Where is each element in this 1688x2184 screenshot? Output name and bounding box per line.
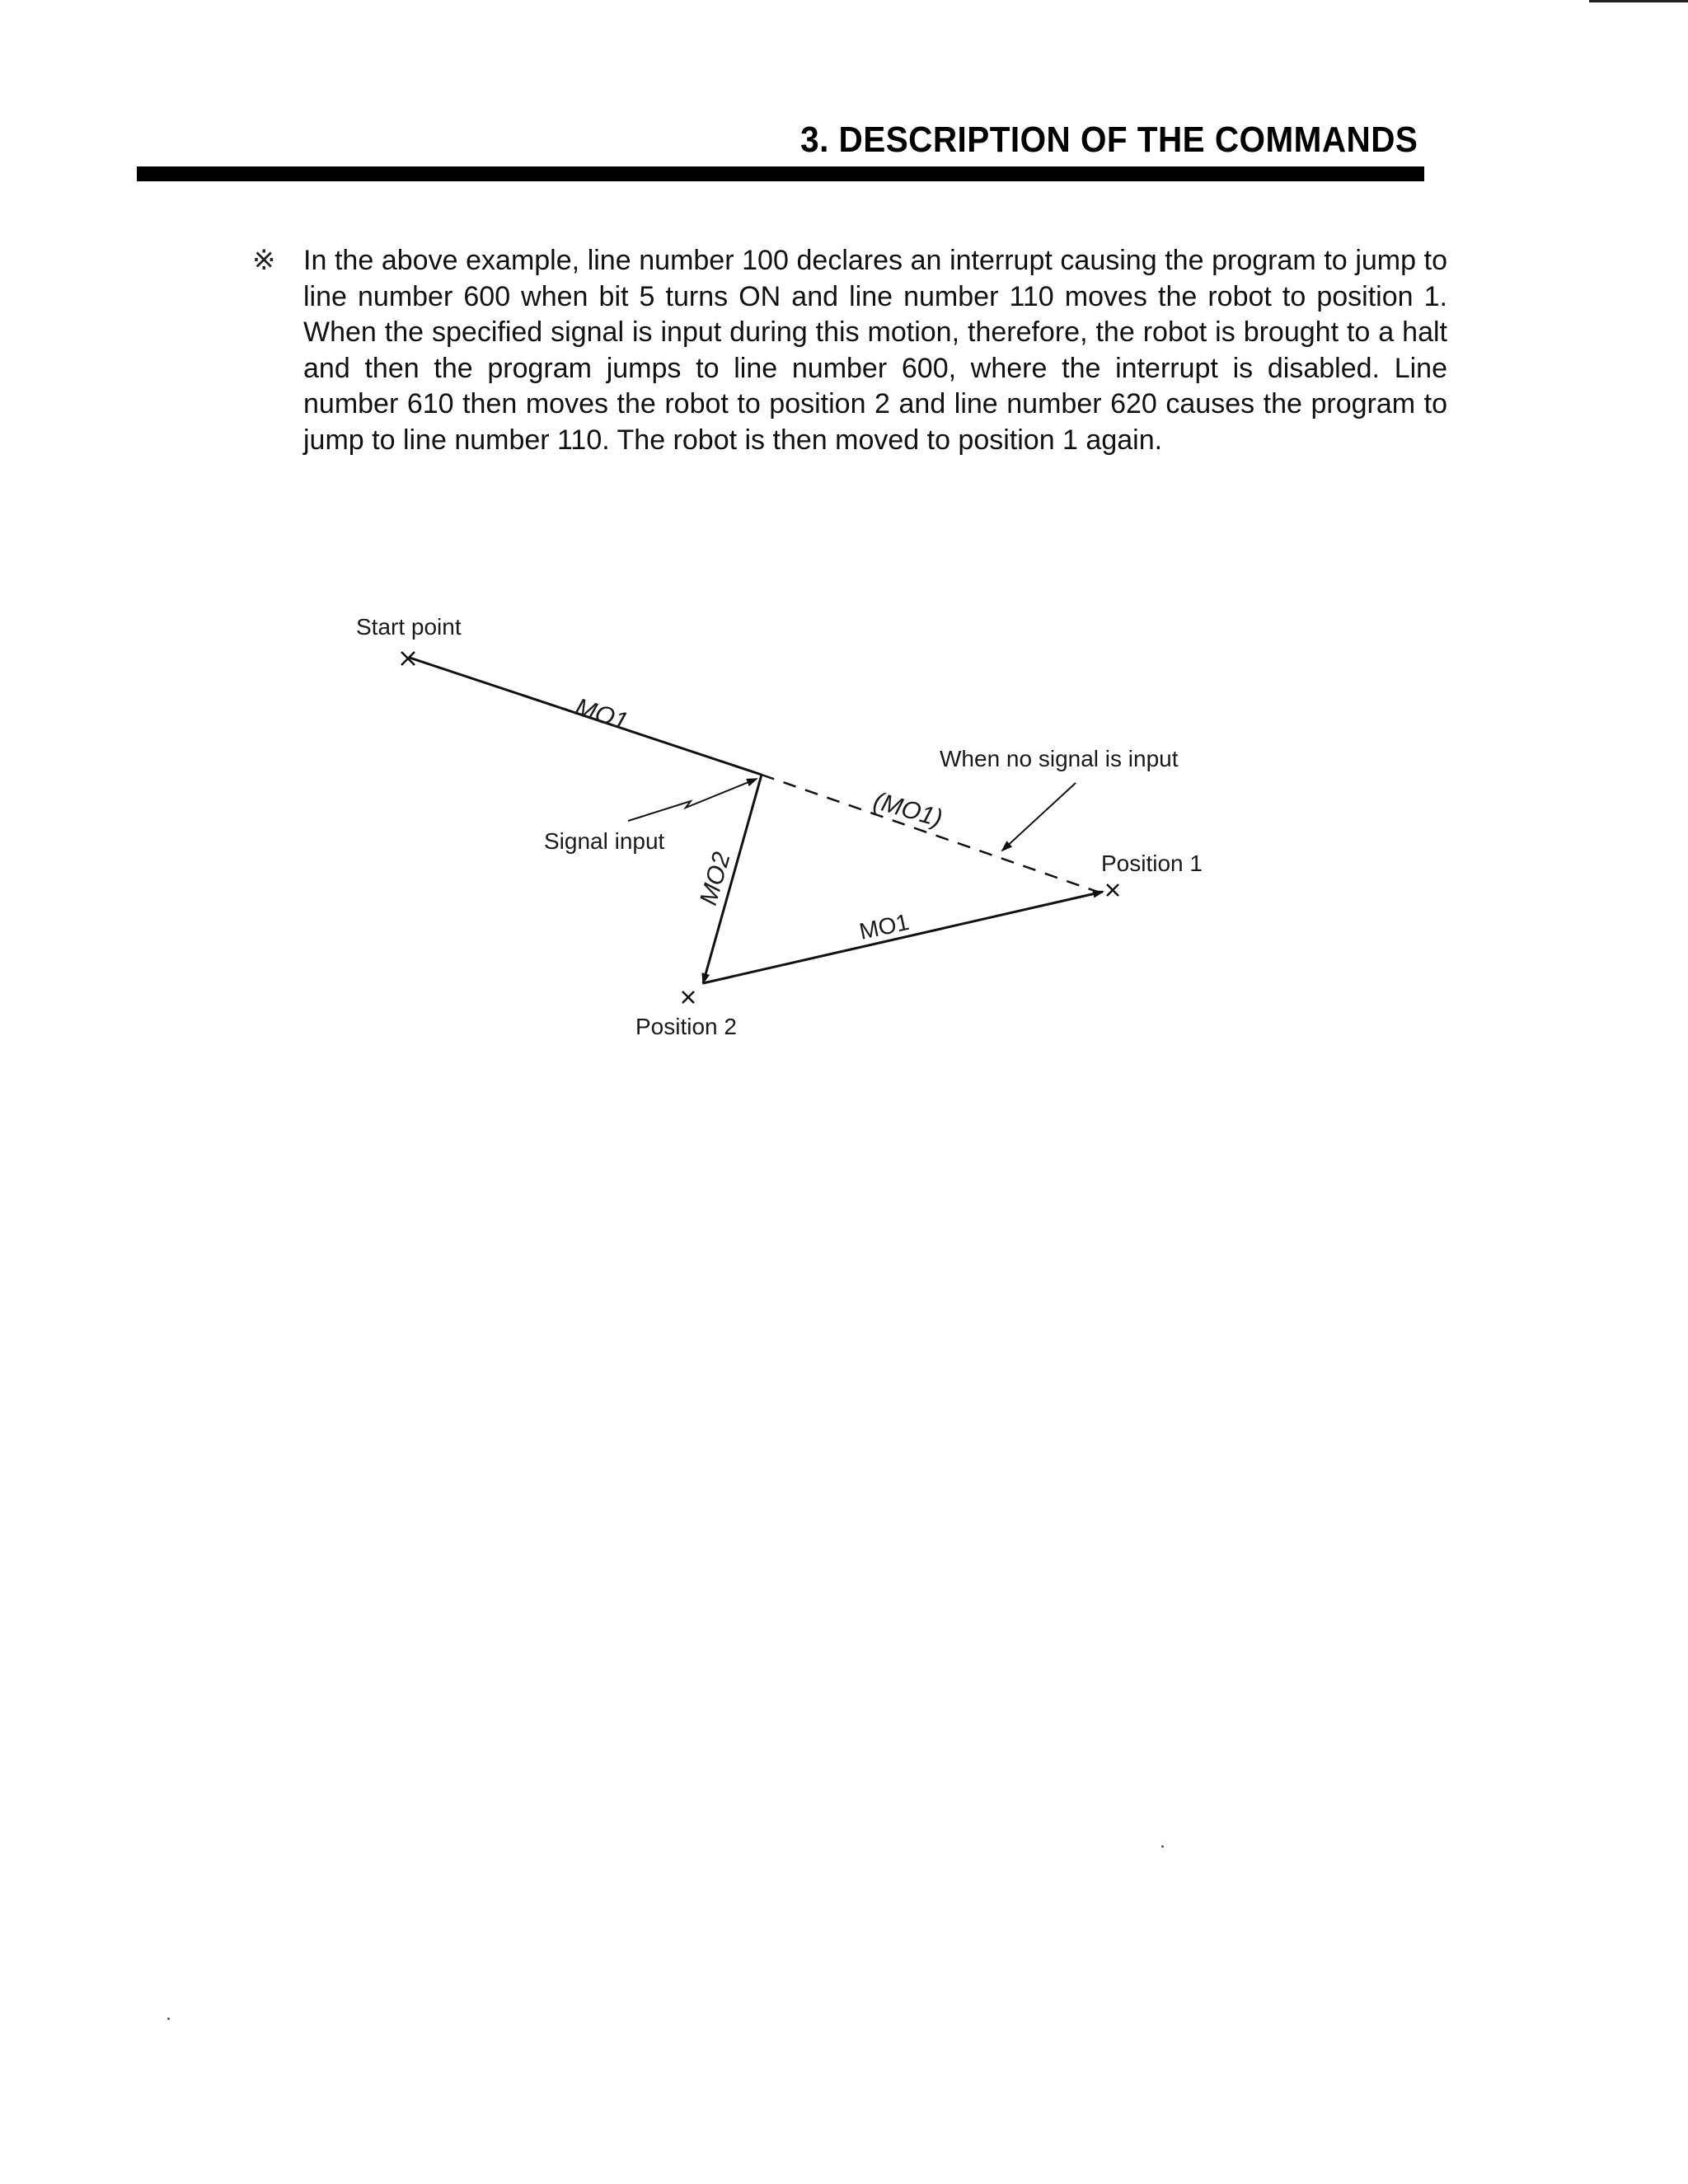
explanation-paragraph: In the above example, line number 100 declares an interrupt causing the program to jump to line number 600 when bit 5 turns ON and line number 110 moves the robot to position 1. When the specified signal is input during this motion, therefore, the robot is brought to a halt and then the program jumps to line number 600, where the interrupt is disabled. Line number 610 then moves the robot to position 2 and line number 620 causes the program to jump to line number 110. The robot is then moved to position 1 again. [303, 245, 1447, 456]
scan-speck [1161, 1845, 1164, 1848]
mo1-path-label: MO1 [571, 693, 631, 736]
signal-input-label: Signal input [544, 828, 665, 854]
mo1-dashed-path-label: (MO1) [870, 787, 945, 833]
mo2-path-label: MO2 [695, 849, 736, 908]
signal-input-leader [628, 779, 757, 821]
start-point-label: Start point [356, 614, 462, 640]
page-header-title: 3. DESCRIPTION OF THE COMMANDS [799, 120, 1418, 160]
position-1-cross-icon [1107, 884, 1118, 896]
scan-speck [167, 2018, 170, 2020]
mo1-dashed-path-line [762, 775, 1104, 894]
position-2-label: Position 2 [635, 1014, 737, 1039]
no-signal-label: When no signal is input [940, 746, 1179, 771]
reference-mark: ※ [252, 245, 276, 276]
no-signal-leader [1002, 783, 1076, 851]
position-1-label: Position 1 [1101, 851, 1203, 876]
mo1-return-path-line [703, 892, 1103, 983]
position-2-cross-icon [682, 991, 694, 1003]
mo1-return-path-label: MO1 [856, 908, 912, 944]
